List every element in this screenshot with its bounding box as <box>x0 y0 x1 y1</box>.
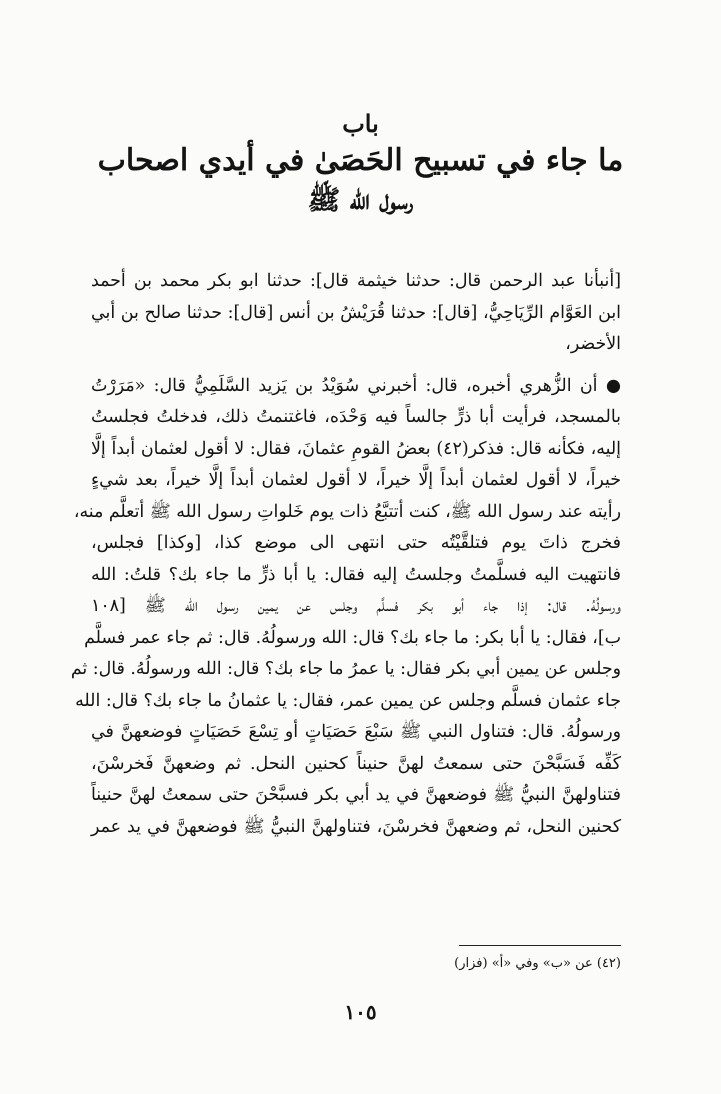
text-line: ● أن الزُّهري أخبره، قال: أخبرني سُوَيْدُ بن يَزيد السَّلَمِيُّ قال: «مَرَرْتُ <box>91 375 621 396</box>
body-text <box>70 266 621 843</box>
text-line: ب]، فقال: يا أبا بكر: ما جاء بك؟ قال: الله ورسولُهُ. قال: ثم جاء عمر فسلَّم <box>84 627 621 648</box>
text-line: فتناولهنَّ النبيُّ ﷺ فوضعهنَّ في يد أبي بكر فسبَّحْنَ حتى سمعتُ لهنَّ حنيناً <box>91 785 621 805</box>
text-line: فانتهيت اليه فسلَّمتُ وجلستُ إليه فقال: يا أبا ذرٍّ ما جاء بك؟ قلتُ: الله <box>91 564 621 585</box>
text-line: وجلس عن يمين أبي بكر فقال: يا عمرُ ما جاء بك؟ قال: الله ورسولُهُ. قال: ثم <box>70 659 621 679</box>
chapter-heading <box>0 108 721 220</box>
isnad-line: الأخضر، <box>565 334 621 354</box>
heading-line-1: باب <box>342 109 379 138</box>
text-line: بالمسجد، فرأيت أبا ذرٍّ جالساً فيه وَحْدَه، فاغتنمتُ ذلك، فدخلتُ فجلستُ <box>91 407 621 427</box>
text-line: إليه، فكأنه قال: فذكر(٤٢) بعضُ القومِ عثمانَ، فقال: لا أقول لعثمان أبداً إلَّا <box>91 438 621 459</box>
text-line: جاء عثمان فسلَّم وجلس عن يمين عمر، فقال: يا عثمانُ ما جاء بك؟ قال: الله <box>75 690 621 711</box>
text-line: ورسولُهُ. قال: فتناول النبي ﷺ سَبْعَ حَصَيَاتٍ أو تِسْعَ حَصَيَاتٍ فوضعهنَّ في <box>91 722 621 742</box>
footnote-divider <box>459 945 621 946</box>
page-number: ١٠٥ <box>344 1000 377 1024</box>
isnad-line: ابن العَوَّام الرِّيَاحِيُّ، [قال]: حدثنا قُرَيْشُ بن أنس [قال]: حدثنا صالح بن أبي <box>91 302 621 323</box>
text-line: خيراً، لا أقول لعثمان أبداً إلَّا خيراً، لا أقول لعثمان أبداً إلَّا خيراً، بعد شيءٍ <box>91 470 621 490</box>
heading-line-3: رسول الله ﷺ <box>307 185 414 216</box>
text-line: كَفِّه فَسَبَّحْنَ حتى سمعتُ لهنَّ حنيناً كحنين النحل. ثم وضعهنَّ فَخرسْنَ، <box>91 753 621 774</box>
text-line: ورسولُهُ. قال: إذا جاء أبو بكر فسلَّم وجلس عن يمين رسول الله ﷺ [١٠٨ <box>91 596 621 616</box>
footnote: (٤٢) عن «ب» وفي «أ» (فزار) <box>454 956 621 971</box>
text-line: رأيته عند رسول الله ﷺ، كنت أتتبَّعُ ذات يوم خَلواتِ رسول الله ﷺ أتعلَّم منه، <box>73 501 621 522</box>
text-line: فخرج ذاتَ يوم فتلقَّيْتُه حتى انتهى الى موضع كذا، [وكذا] فجلس، <box>91 533 621 553</box>
text-line: كحنين النحل، ثم وضعهنَّ فخرسْنَ، فتناولهنَّ النبيُّ ﷺ فوضعهنَّ في يد عمر <box>91 816 621 837</box>
heading-line-2: ما جاء في تسبيح الحَصَىٰ في أيدي اصحاب <box>97 143 624 178</box>
isnad-line: [أنبأنا عبد الرحمن قال: حدثنا خيثمة قال]: حدثنا ابو بكر محمد بن أحمد <box>91 271 621 291</box>
